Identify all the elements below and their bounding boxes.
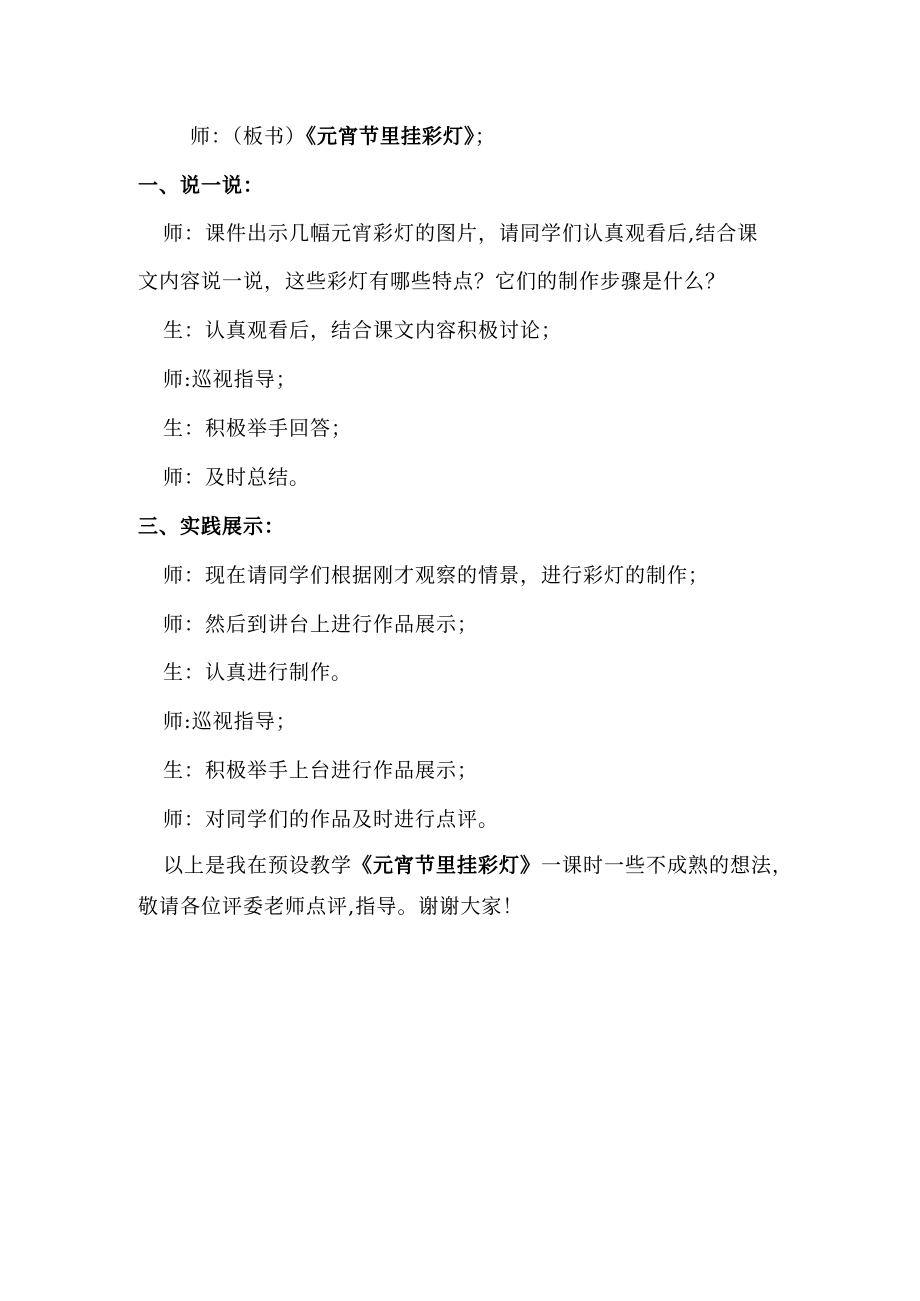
section3-heading: 三、实践展示： (138, 514, 285, 538)
section3-line: 师：然后到讲台上进行作品展示； (163, 612, 478, 636)
section1-line: 师：及时总结。 (163, 465, 310, 489)
section3-line: 师:巡视指导； (163, 709, 297, 733)
section1-line: 师:巡视指导； (163, 367, 297, 391)
section1-line: 生：积极举手回答； (163, 416, 352, 440)
section3-line: 师：对同学们的作品及时进行点评。 (163, 807, 499, 831)
section3-line: 师：现在请同学们根据刚才观察的情景，进行彩灯的制作； (163, 563, 709, 587)
closing-title: 《元宵节里挂彩灯》 (352, 853, 541, 877)
section1-line: 文内容说一说，这些彩灯有哪些特点？它们的制作步骤是什么？ (138, 269, 726, 293)
intro-end: ； (475, 124, 496, 148)
closing-line-1 (163, 853, 793, 877)
section1-heading: 一、说一说： (138, 173, 264, 197)
section1-line: 师：课件出示几幅元宵彩灯的图片，请同学们认真观看后,结合课 (163, 221, 759, 245)
closing-before: 以上是我在预设教学 (163, 853, 352, 877)
section3-line: 生：积极举手上台进行作品展示； (163, 758, 478, 782)
section1-line: 生：认真观看后，结合课文内容积极讨论； (163, 318, 562, 342)
closing-after: 一课时一些不成熟的想法， (541, 853, 793, 877)
intro-title: 《元宵节里挂彩灯》 (306, 124, 475, 148)
intro-speaker: 师：（板书） (190, 124, 306, 148)
intro-line (190, 124, 496, 148)
closing-line-2: 敬请各位评委老师点评,指导。谢谢大家！ (138, 894, 524, 918)
section3-line: 生：认真进行制作。 (163, 660, 352, 684)
